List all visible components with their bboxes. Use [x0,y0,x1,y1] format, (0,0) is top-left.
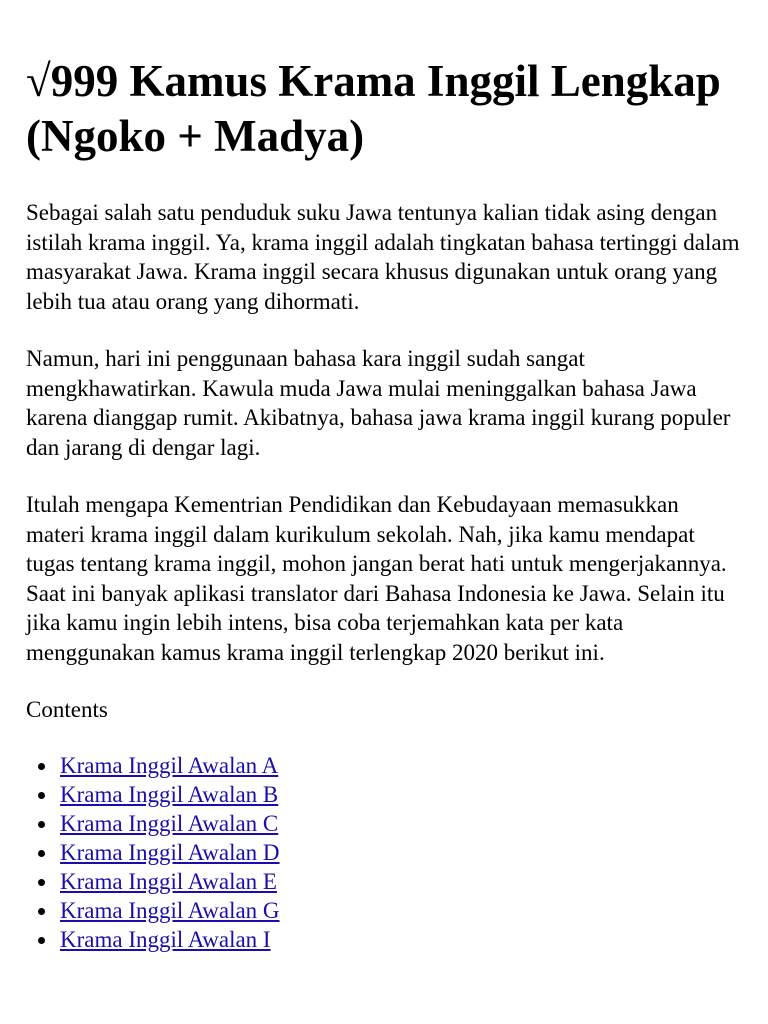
toc-link-awalan-c[interactable]: Krama Inggil Awalan C [60,810,279,836]
page-title: √999 Kamus Krama Inggil Lengkap (Ngoko + Madya) [26,56,721,161]
paragraph-concern: Namun, hari ini penggunaan bahasa kara inggil sudah sangat mengkhawatirkan. Kawula muda Jawa mulai meninggalkan bahasa Jawa karena dianggap rumit. Akibatnya, bahasa jawa krama inggil kurang populer dan jarang di dengar lagi. [26,346,731,460]
paragraph-intro: Sebagai salah satu penduduk suku Jawa tentunya kalian tidak asing dengan istilah krama inggil. Ya, krama inggil adalah tingkatan bahasa tertinggi dalam masyarakat Jawa. Krama inggil secara khusus digunakan untuk orang yang lebih tua atau orang yang dihormati. [26,200,740,314]
contents-heading: Contents [26,697,108,722]
toc-item-b [38,780,742,809]
bullet-icon [38,879,45,886]
toc-link-awalan-i[interactable]: Krama Inggil Awalan I [60,926,271,952]
bullet-icon [38,792,45,799]
bullet-icon [38,821,45,828]
table-of-contents [26,751,742,954]
toc-item-a [38,751,742,780]
toc-item-g [38,896,742,925]
toc-item-c [38,809,742,838]
bullet-icon [38,850,45,857]
toc-item-d [38,838,742,867]
toc-link-awalan-b[interactable]: Krama Inggil Awalan B [60,781,279,807]
toc-link-awalan-e[interactable]: Krama Inggil Awalan E [60,868,277,894]
bullet-icon [38,937,45,944]
toc-item-i [38,925,742,954]
bullet-icon [38,908,45,915]
toc-item-e [38,867,742,896]
paragraph-curriculum: Itulah mengapa Kementrian Pendidikan dan Kebudayaan memasukkan materi krama inggil dalam kurikulum sekolah. Nah, jika kamu mendapat tugas tentang krama inggil, mohon jangan berat hati untuk mengerjakannya. Saat ini banyak aplikasi translator dari Bahasa Indonesia ke Jawa. Selain itu jika kamu ingin lebih intens, bisa coba terjemahkan kata per kata menggunakan kamus krama inggil terlengkap 2020 berikut ini. [26,492,727,665]
toc-link-awalan-a[interactable]: Krama Inggil Awalan A [60,752,279,778]
bullet-icon [38,763,45,770]
toc-link-awalan-g[interactable]: Krama Inggil Awalan G [60,897,280,923]
toc-link-awalan-d[interactable]: Krama Inggil Awalan D [60,839,280,865]
